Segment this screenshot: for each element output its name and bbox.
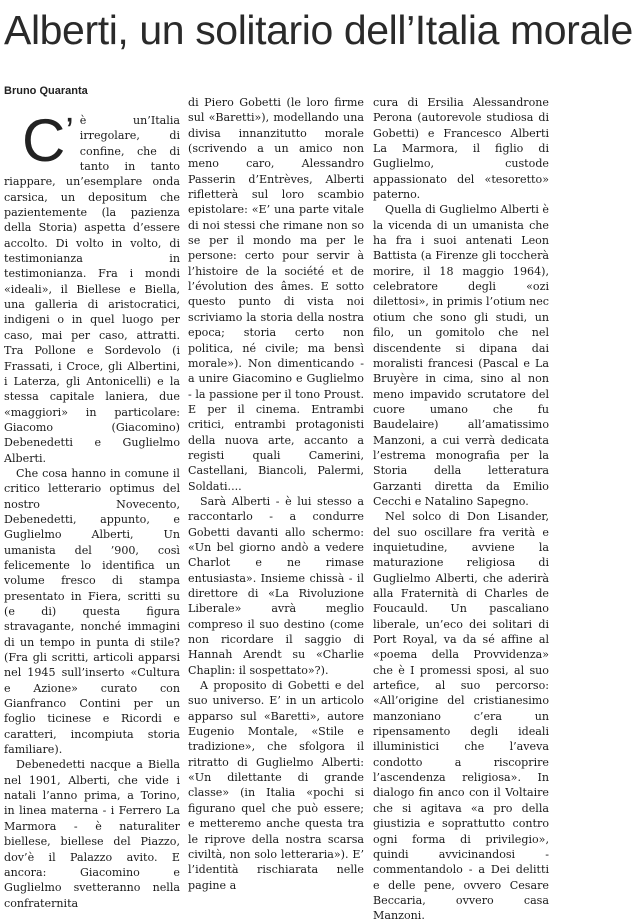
paragraph-text: è un’Italia irregolare, di confine, che di tanto in tanto riappare, un’esemplare onda carsica, un depositum che pazientemente (la pazienza della Storia) aspetta d’essere accolto. Di volto in volto, di testimonianza in testimonianza. Fra i mondi «ideali», il Biellese e Biella, una galleria di aristocratici, indigeni o in quel luogo per caso, mai per caso, attratti. Tra Pollone e Sordevolo (i Frassati, i Croce, gli Albertini, i Laterza, gli Antonicelli) e la stessa capitale laniera, due «maggiori» in particolare: Giacomo (Giacomino) Debenedetti e Guglielmo Alberti. <box>4 114 180 465</box>
article-column-2 <box>188 95 364 893</box>
column-1-paragraph-1 <box>4 107 180 466</box>
column-2-paragraph-3: A proposito di Gobetti e del suo universo. E’ in un articolo apparso sul «Baretti», autore Eugenio Montale, «Stile e tradizione», che sfolgora il ritratto di Guglielmo Alberti: «Un dilettante di grande classe» (in Italia «pochi si figurano quel che può essere; e metteremo anche questa tra le riprove della nostra scarsa civiltà, non solo letteraria»). E’ l’identità rischiarata nelle pagine a <box>188 679 364 892</box>
article-column-3 <box>373 95 549 924</box>
column-3-paragraph-3: Nel solco di Don Lisander, del suo oscillare fra verità e inquietudine, avviene la maturazione religiosa di Guglielmo Alberti, che aderirà alla Fraternità di Charles de Foucauld. Un pascaliano liberale, un’eco dei solitari di Port Royal, va da sé affine al «poema della Provvidenza» che è I promessi sposi, al suo artefice, al suo percorso: «All’origine del cristianesimo manzoniano c’era un ripensamento degli ideali illuministici che l’aveva condotto a riscoprire l’ascendenza religiosa». In dialogo fin anco con il Voltaire che si agitava «a pro della giustizia e soprattutto contro ogni forma di privilegio», quindi avvicinandosi - commentandolo - a Dei delitti e delle pene, ovvero Cesare Beccaria, ovvero casa Manzoni. <box>373 510 549 923</box>
article-column-1 <box>4 107 180 911</box>
column-3-paragraph-1: cura di Ersilia Alessandrone Perona (autorevole studiosa di Gobetti) e Francesco Alberti La Marmora, il figlio di Guglielmo, custode appassionato del «tesoretto» paterno. <box>373 96 549 202</box>
column-1-paragraph-2: Che cosa hanno in comune il critico letterario optimus del nostro Novecento, Debenedetti, appunto, e Guglielmo Alberti, Un umanista del ’900, così felicemente lo identifica un volume fresco di stampa presentato in Fiera, scritti su (e di) questa figura stravagante, nonché immagini di un tempo in punta di stile? (Fra gli scritti, articoli apparsi nel 1945 sull’inserto «Cultura e Azione» curato con Gianfranco Contini per un foglio ticinese e Ricordi e caratteri, incompiuta storia familiare). <box>4 466 180 757</box>
article-headline: Alberti, un solitario dell’Italia morale <box>4 7 633 53</box>
column-2-paragraph-1: di Piero Gobetti (le loro firme sul «Baretti»), modellando una divisa innanzitutto morale (scrivendo a un amico non meno caro, Alessandro Passerin d’Entrèves, Alberti rifletterà sul loro scambio epistolare: «E’ una parte vitale di noi stessi che rimane non so se per il mondo ma per le persone: certo pour servir à l’histoire de la société et de l’évolution des âmes. E sotto questo punto di vista noi scriviamo la storia della nostra epoca; storia certo non politica, né civile; ma bensì morale»). Non dimenticando - a unire Giacomino e Guglielmo - la passione per il tono Proust. E per il cinema. Entrambi critici, entrambi protagonisti della nuova arte, accanto a registi quali Camerini, Castellani, Biancoli, Palermi, Soldati.... <box>188 96 364 493</box>
author-byline: Bruno Quaranta <box>4 85 88 97</box>
column-1-paragraph-3: Debenedetti nacque a Biella nel 1901, Alberti, che vide i natali l’anno prima, a Torino, in linea materna - i Ferrero La Marmora - è naturaliter biellese, biellese del Piazzo, dov’è il Palazzo avito. E ancora: Giacomino e Guglielmo svetteranno nella confraternita <box>4 758 180 910</box>
column-3-paragraph-2: Quella di Guglielmo Alberti è la vicenda di un umanista che ha fra i suoi antenati Leon Battista (a Firenze gli toccherà morire, il 18 maggio 1964), celebratore degli «ozi dilettosi», in primis l’otium nec otium che sono gli studi, un filo, un gomitolo che nel discendente si dipana dai moralisti francesi (Pascal e La Bruyère in cima, sino al non meno impavido scrutatore del cuore umano che fu Baudelaire) all’amatissimo Manzoni, a cui verrà dedicata l’estrema monografia per la Storia della letteratura Garzanti diretta da Emilio Cecchi e Natalino Sapegno. <box>373 203 549 508</box>
drop-cap: C’ <box>22 107 74 174</box>
column-2-paragraph-2: Sarà Alberti - è lui stesso a raccontarlo - a condurre Gobetti davanti allo schermo: «Un bel giorno andò a vedere Charlot e ne rimase entusiasta». Insieme chissà - il direttore di «La Rivoluzione Liberale» avrà meglio compreso il suo destino (come non ricordare il saggio di Hannah Arendt su «Charlie Chaplin: il sospettato»?). <box>188 494 364 677</box>
